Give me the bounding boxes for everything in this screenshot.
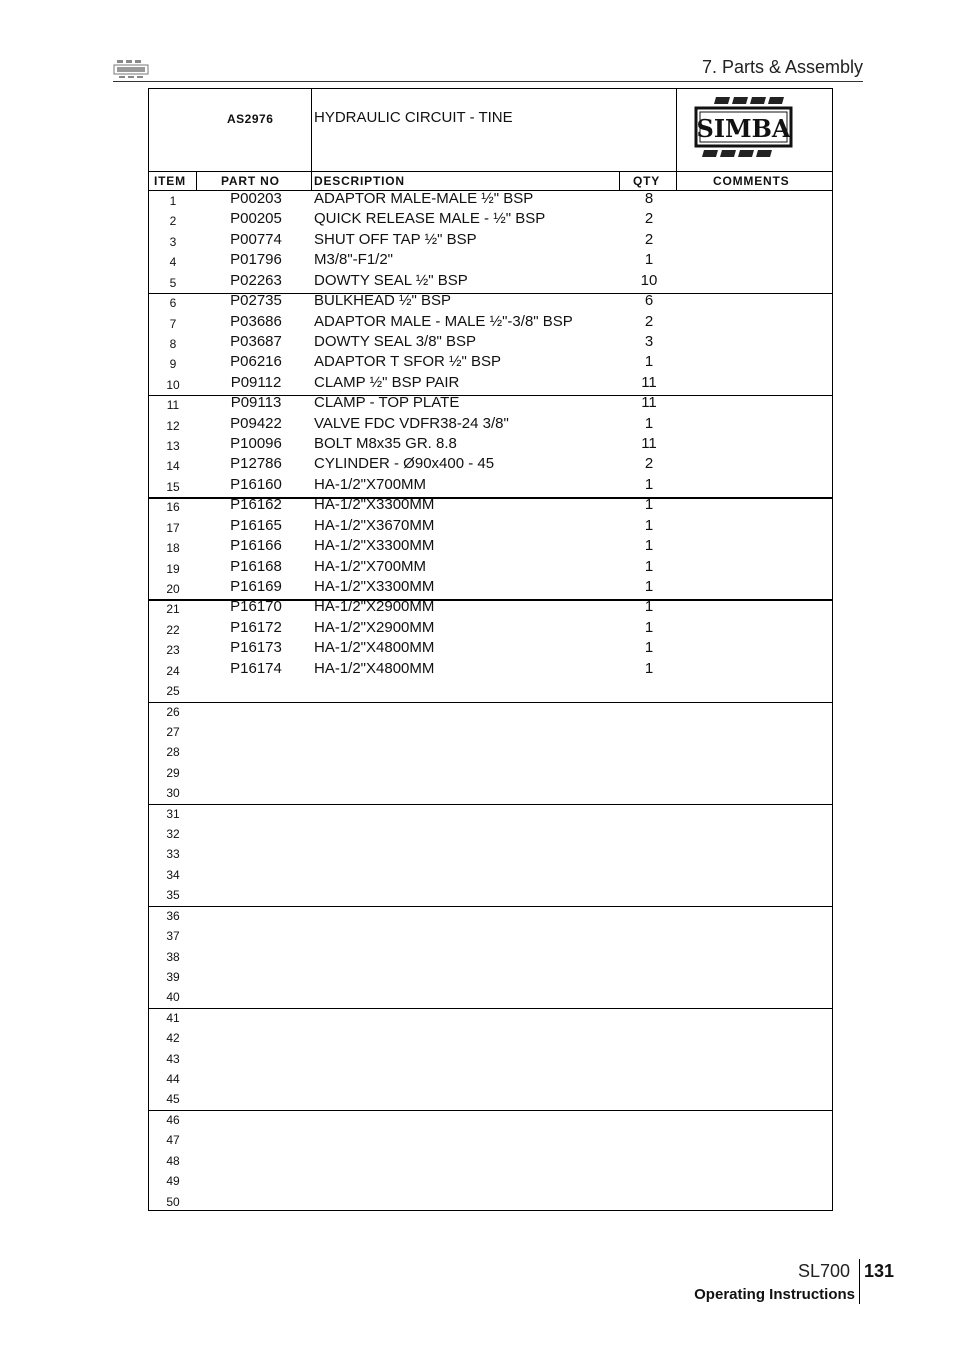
table-row: [149, 905, 832, 925]
part-number: P12786: [230, 455, 282, 473]
item-number: 31: [166, 806, 180, 821]
item-number: 15: [166, 479, 180, 494]
item-number: 27: [166, 724, 180, 739]
item-number: 2: [169, 214, 177, 229]
item-number: 6: [169, 296, 177, 311]
part-description: HA-1/2"X3670MM: [314, 516, 435, 534]
table-row: [149, 680, 832, 700]
item-number: 14: [166, 459, 180, 474]
item-number: 24: [166, 663, 180, 678]
item-number: 5: [169, 275, 177, 290]
part-number: P00774: [230, 230, 282, 248]
column-header-part-no: PART NO: [221, 174, 280, 188]
item-number: 45: [166, 1092, 180, 1107]
item-number: 9: [169, 357, 177, 372]
title-divider: [311, 89, 312, 190]
table-row: [149, 925, 832, 945]
quantity: 1: [644, 618, 654, 636]
item-number: 11: [166, 398, 180, 413]
part-description: HA-1/2"X2900MM: [314, 618, 435, 636]
part-description: CLAMP - TOP PLATE: [314, 394, 460, 412]
table-row: [149, 966, 832, 986]
table-row: [149, 762, 832, 782]
quantity: 1: [644, 557, 654, 575]
table-row: [149, 292, 832, 312]
item-number: 40: [166, 990, 180, 1005]
item-number: 35: [166, 888, 180, 903]
table-row: [149, 946, 832, 966]
item-number: 23: [166, 643, 180, 658]
part-number: P09422: [230, 414, 282, 432]
item-number: 47: [166, 1133, 180, 1148]
item-number: 37: [166, 929, 180, 944]
part-number: P16165: [230, 516, 282, 534]
table-row: [149, 394, 832, 414]
part-description: DOWTY SEAL ½" BSP: [314, 271, 468, 289]
table-row: [149, 272, 832, 292]
table-row: [149, 803, 832, 823]
part-description: HA-1/2"X3300MM: [314, 537, 435, 555]
footer-divider: [859, 1259, 860, 1304]
table-row: [149, 537, 832, 557]
part-number: P16166: [230, 537, 282, 555]
table-row: [149, 313, 832, 333]
quantity: 3: [644, 332, 654, 350]
item-number: 18: [166, 541, 180, 556]
table-row: [149, 721, 832, 741]
item-number: 46: [166, 1112, 180, 1127]
table-row: [149, 476, 832, 496]
quantity: 1: [644, 251, 654, 269]
table-row: [149, 231, 832, 251]
table-row: [149, 864, 832, 884]
column-header-comments: COMMENTS: [713, 174, 790, 188]
quantity: 6: [644, 292, 654, 310]
item-number: 20: [166, 581, 180, 596]
table-row: [149, 210, 832, 230]
table-row: [149, 517, 832, 537]
table-row: [149, 741, 832, 761]
item-number: 34: [166, 867, 180, 882]
item-number: 26: [166, 704, 180, 719]
item-number: 50: [166, 1194, 180, 1209]
quantity: 1: [644, 496, 654, 514]
part-description: DOWTY SEAL 3/8" BSP: [314, 332, 477, 350]
item-number: 7: [169, 316, 177, 331]
column-header-qty: QTY: [633, 174, 661, 188]
part-description: CLAMP ½" BSP PAIR: [314, 373, 460, 391]
table-row: [149, 986, 832, 1006]
table-row: [149, 1007, 832, 1027]
item-number: 49: [166, 1174, 180, 1189]
quantity: 1: [644, 516, 654, 534]
part-number: P03686: [230, 312, 282, 330]
table-row: [149, 1068, 832, 1088]
part-number: P16169: [230, 577, 282, 595]
part-description: VALVE FDC VDFR38-24 3/8": [314, 414, 509, 432]
table-row: [149, 1088, 832, 1108]
item-number: 30: [166, 786, 180, 801]
part-number: P16168: [230, 557, 282, 575]
quantity: 2: [644, 210, 654, 228]
quantity: 1: [644, 577, 654, 595]
simba-small-logo-icon: [113, 59, 149, 79]
part-number: P01796: [230, 251, 282, 269]
table-row: [149, 1191, 832, 1211]
part-description: ADAPTOR MALE - MALE ½"-3/8" BSP: [314, 312, 573, 330]
part-description: HA-1/2"X700MM: [314, 475, 427, 493]
column-divider: [619, 171, 620, 190]
table-row: [149, 353, 832, 373]
quantity: 1: [644, 353, 654, 371]
part-description: ADAPTOR T SFOR ½" BSP: [314, 353, 502, 371]
quantity: 1: [644, 659, 654, 677]
quantity: 11: [641, 394, 657, 412]
part-number: P00205: [230, 210, 282, 228]
part-description: M3/8"-F1/2": [314, 251, 394, 269]
item-number: 43: [166, 1051, 180, 1066]
part-number: P16170: [230, 598, 282, 616]
item-number: 33: [166, 847, 180, 862]
part-number: P16173: [230, 639, 282, 657]
table-row: [149, 333, 832, 353]
part-number: P02735: [230, 292, 282, 310]
item-number: 17: [166, 520, 180, 535]
page-number: 131: [864, 1261, 895, 1281]
table-row: [149, 190, 832, 210]
item-number: 10: [166, 377, 180, 392]
quantity: 1: [644, 598, 654, 616]
part-description: HA-1/2"X3300MM: [314, 577, 435, 595]
item-number: 28: [166, 745, 180, 760]
part-number: P16172: [230, 618, 282, 636]
item-number: 36: [166, 908, 180, 923]
item-number: 13: [166, 439, 180, 454]
assembly-code: AS2976: [227, 112, 274, 126]
part-description: HA-1/2"X4800MM: [314, 659, 435, 677]
quantity: 2: [644, 230, 654, 248]
table-row: [149, 251, 832, 271]
item-number: 48: [166, 1153, 180, 1168]
table-row: [149, 1150, 832, 1170]
part-description: HA-1/2"X2900MM: [314, 598, 435, 616]
simba-brand-logo: [694, 95, 794, 159]
table-row: [149, 435, 832, 455]
item-number: 32: [166, 827, 180, 842]
quantity: 2: [644, 312, 654, 330]
part-description: BULKHEAD ½" BSP: [314, 292, 452, 310]
quantity: 1: [644, 639, 654, 657]
part-number: P00203: [230, 190, 282, 207]
column-header-description: DESCRIPTION: [314, 174, 405, 188]
quantity: 1: [644, 475, 654, 493]
item-number: 25: [166, 684, 180, 699]
item-number: 12: [166, 418, 180, 433]
table-row: [149, 455, 832, 475]
part-description: CYLINDER - Ø90x400 - 45: [314, 455, 495, 473]
quantity: 11: [641, 373, 657, 391]
table-row: [149, 496, 832, 516]
part-number: P06216: [230, 353, 282, 371]
column-header-item: ITEM: [154, 174, 186, 188]
part-number: P03687: [230, 332, 282, 350]
quantity: 1: [644, 537, 654, 555]
item-number: 38: [166, 949, 180, 964]
part-number: P16160: [230, 475, 282, 493]
item-number: 29: [166, 765, 180, 780]
table-row: [149, 558, 832, 578]
table-row: [149, 884, 832, 904]
model-name: SL700: [798, 1261, 851, 1281]
table-row: [149, 415, 832, 435]
header-divider: [113, 81, 863, 82]
part-description: HA-1/2"X700MM: [314, 557, 427, 575]
item-number: 42: [166, 1031, 180, 1046]
part-description: QUICK RELEASE MALE - ½" BSP: [314, 210, 546, 228]
part-number: P09112: [230, 373, 282, 391]
table-row: [149, 1027, 832, 1047]
table-row: [149, 660, 832, 680]
part-number: P16174: [230, 659, 282, 677]
table-row: [149, 1109, 832, 1129]
part-description: BOLT M8x35 GR. 8.8: [314, 435, 457, 453]
item-number: 19: [166, 561, 180, 576]
part-description: SHUT OFF TAP ½" BSP: [314, 230, 477, 248]
quantity: 10: [640, 271, 658, 289]
item-number: 3: [169, 234, 177, 249]
assembly-title: HYDRAULIC CIRCUIT - TINE: [314, 109, 513, 126]
table-row: [149, 843, 832, 863]
table-row: [149, 823, 832, 843]
table-row: [149, 639, 832, 659]
item-number: 1: [169, 194, 177, 208]
part-description: ADAPTOR MALE-MALE ½" BSP: [314, 190, 534, 207]
part-number: P02263: [230, 271, 282, 289]
table-row: [149, 619, 832, 639]
parts-list-table: [148, 88, 833, 1211]
quantity: 1: [644, 414, 654, 432]
part-number: P16162: [230, 496, 282, 514]
quantity: 2: [644, 455, 654, 473]
item-number: 4: [169, 255, 177, 270]
header-top-rule: [149, 171, 832, 172]
table-row: [149, 701, 832, 721]
table-row: [149, 374, 832, 394]
item-number: 41: [166, 1010, 180, 1025]
table-row: [149, 1129, 832, 1149]
item-number: 8: [169, 336, 177, 351]
part-description: HA-1/2"X3300MM: [314, 496, 435, 514]
logo-divider: [676, 89, 677, 190]
part-number: P10096: [230, 435, 282, 453]
item-number: 16: [166, 500, 180, 515]
item-number: 44: [166, 1072, 180, 1087]
svg-text:SIMBA: SIMBA: [696, 114, 791, 143]
footer-subtitle: Operating Instructions: [694, 1286, 855, 1303]
column-divider: [196, 171, 197, 190]
part-number: P09113: [230, 394, 282, 412]
item-number: 21: [166, 602, 180, 617]
table-row: [149, 578, 832, 598]
item-number: 39: [166, 969, 180, 984]
table-row: [149, 1170, 832, 1190]
table-row: [149, 782, 832, 802]
quantity: 8: [644, 190, 654, 207]
part-description: HA-1/2"X4800MM: [314, 639, 435, 657]
section-title: 7. Parts & Assembly: [701, 57, 863, 77]
item-number: 22: [166, 622, 180, 637]
table-row: [149, 1048, 832, 1068]
quantity: 11: [641, 435, 657, 453]
table-row: [149, 598, 832, 618]
